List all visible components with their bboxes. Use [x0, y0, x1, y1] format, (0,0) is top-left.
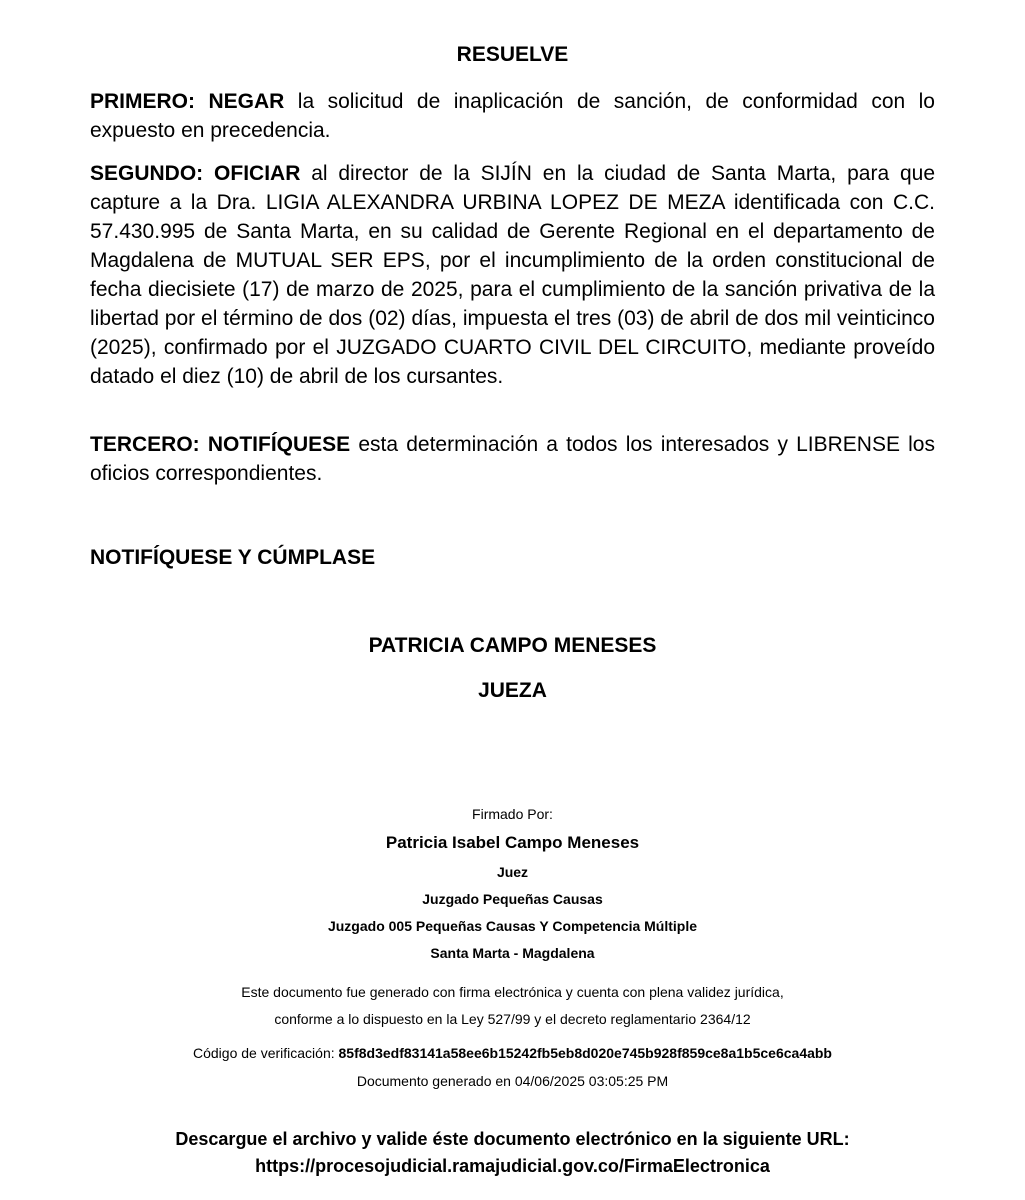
segundo-lead: SEGUNDO:	[90, 162, 204, 185]
generated-timestamp: Documento generado en 04/06/2025 03:05:25 PM	[356, 1073, 669, 1089]
verification-code: 85f8d3edf83141a58ee6b15242fb5eb8d020e745b928f859ce8a1b5ce6ca4abb	[338, 1045, 832, 1061]
paragraph-tercero	[90, 430, 935, 488]
signer-city: Santa Marta - Magdalena	[430, 945, 595, 961]
primero-verb: NEGAR	[208, 90, 285, 113]
download-instruction: Descargue el archivo y valide éste documento electrónico en la siguiente URL:	[175, 1129, 850, 1149]
signer-court-line2: Juzgado 005 Pequeñas Causas Y Competencia Múltiple	[327, 918, 698, 934]
legal-notice-line1: Este documento fue generado con firma electrónica y cuenta con plena validez jurídica,	[241, 984, 784, 1000]
tercero-verb: NOTIFÍQUESE	[207, 433, 351, 456]
verification-line	[0, 1045, 1025, 1061]
resolution-heading: RESUELVE	[456, 43, 569, 66]
segundo-verb: OFICIAR	[214, 162, 301, 185]
closing-formula: NOTIFÍQUESE Y CÚMPLASE	[90, 546, 376, 569]
signer-role: Juez	[496, 864, 529, 880]
paragraph-primero	[90, 87, 935, 145]
signer-court-line1: Juzgado Pequeñas Causas	[422, 891, 603, 907]
legal-notice-line2: conforme a lo dispuesto en la Ley 527/99 y el decreto reglamentario 2364/12	[274, 1011, 751, 1027]
judge-name: PATRICIA CAMPO MENESES	[368, 634, 657, 657]
judge-title: JUEZA	[478, 679, 547, 702]
signed-by-label: Firmado Por:	[472, 806, 553, 822]
primero-lead: PRIMERO:	[90, 90, 195, 113]
segundo-text: al director de la SIJÍN en la ciudad de Santa Marta, para que capture a la Dra. LIGIA ALEXANDRA URBINA LOPEZ DE MEZA identificada con C.C. 57.430.995 de Santa Marta, en su calidad de Gerente Regional en el departamento de Magdalena de MUTUAL SER EPS, por el incumplimiento de la orden constitucional de fecha diecisiete (17) de marzo de 2025, para el cumplimiento de la sanción privativa de la libertad por el término de dos (02) días, impuesta el tres (03) de abril de dos mil veinticinco (2025), confirmado por el JUZGADO CUARTO CIVIL DEL CIRCUITO, mediante proveído datado el diez (10) de abril de los cursantes.	[90, 162, 935, 388]
paragraph-segundo	[90, 159, 935, 391]
tercero-text: esta determinación a todos los interesados y LIBRENSE los oficios correspondientes.	[90, 433, 935, 485]
download-url-link[interactable]: https://procesojudicial.ramajudicial.gov.co/FirmaElectronica	[255, 1156, 770, 1176]
verification-label: Código de verificación:	[192, 1045, 339, 1061]
primero-text: la solicitud de inaplicación de sanción, de conformidad con lo expuesto en precedencia.	[90, 90, 935, 142]
tercero-lead: TERCERO:	[90, 433, 200, 456]
signer-name: Patricia Isabel Campo Meneses	[385, 833, 640, 852]
